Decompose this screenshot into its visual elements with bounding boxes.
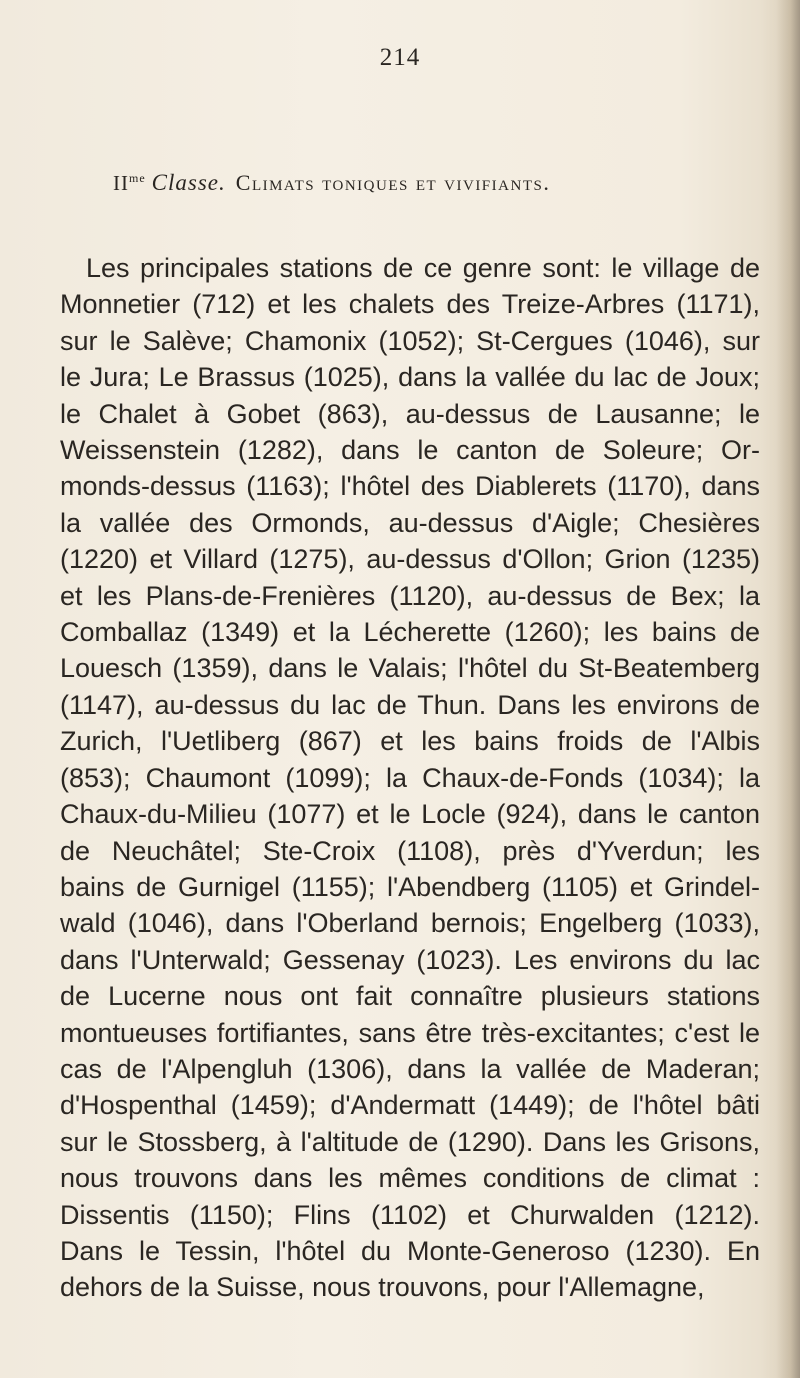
text-line: Dissentis (1150); Flins (1102) et Churwalden (1212). bbox=[60, 1199, 760, 1230]
text-line: (1147), au-dessus du lac de Thun. Dans les environs de bbox=[60, 689, 760, 720]
text-line: Comballaz (1349) et la Lécherette (1260); les bains de bbox=[60, 617, 760, 648]
text-line: bains de Gurnigel (1155); l'Abendberg (1105) et Grindel- bbox=[60, 871, 760, 902]
text-line: le Jura; Le Brassus (1025), dans la vallée du lac de Joux; bbox=[60, 362, 760, 393]
section-header bbox=[113, 170, 550, 196]
text-line: (1220) et Villard (1275), au-dessus d'Ollon; Grion (1235) bbox=[60, 544, 760, 575]
text-line: Louesch (1359), dans le Valais; l'hôtel du St-Beatemberg bbox=[60, 653, 760, 684]
text-line: Zurich, l'Uetliberg (867) et les bains froids de l'Albis bbox=[60, 726, 760, 757]
text-line: monds-dessus (1163); l'hôtel des Diablerets (1170), dans bbox=[60, 471, 760, 502]
text-line: de Lucerne nous ont fait connaître plusieurs stations bbox=[60, 981, 760, 1012]
text-line: de Neuchâtel; Ste-Croix (1108), près d'Yverdun; les bbox=[60, 835, 760, 866]
text-line: d'Hospenthal (1459); d'Andermatt (1449); de l'hôtel bâti bbox=[60, 1090, 760, 1121]
text-line: sur le Stossberg, à l'altitude de (1290). Dans les Grisons, bbox=[60, 1126, 760, 1157]
text-line: wald (1046), dans l'Oberland bernois; Engelberg (1033), bbox=[60, 908, 760, 939]
text-line: cas de l'Alpengluh (1306), dans la vallée de Maderan; bbox=[60, 1053, 760, 1084]
text-line: Les principales stations de ce genre sont: le village de bbox=[86, 253, 760, 283]
text-line: sur le Salève; Chamonix (1052); St-Cergues (1046), sur bbox=[60, 325, 760, 356]
paragraph bbox=[60, 250, 760, 1306]
text-line: dehors de la Suisse, nous trouvons, pour l'Allemagne, bbox=[60, 1272, 705, 1303]
class-number: $II^{me}$ bbox=[113, 171, 146, 195]
class-word: Classe. bbox=[151, 170, 226, 195]
text-line: Chaux-du-Milieu (1077) et le Locle (924), dans le canton bbox=[60, 799, 760, 830]
text-line: la vallée des Ormonds, au-dessus d'Aigle; Chesières bbox=[60, 507, 760, 538]
text-line: le Chalet à Gobet (863), au-dessus de Lausanne; le bbox=[60, 398, 760, 429]
text-line: (853); Chaumont (1099); la Chaux-de-Fonds (1034); la bbox=[60, 762, 760, 793]
text-line: montueuses fortifiantes, sans être très-excitantes; c'est le bbox=[60, 1017, 760, 1048]
text-line: dans l'Unterwald; Gessenay (1023). Les environs du lac bbox=[60, 944, 760, 975]
page-edge-shadow bbox=[776, 0, 800, 1378]
page-number: 214 bbox=[379, 44, 421, 71]
section-title: Climats toniques et vivifiants. bbox=[235, 170, 551, 195]
text-line: nous trouvons dans les mêmes conditions de climat : bbox=[60, 1163, 760, 1194]
text-line: Weissenstein (1282), dans le canton de Soleure; Or- bbox=[60, 435, 760, 466]
text-line: Dans le Tessin, l'hôtel du Monte-Generoso (1230). En bbox=[60, 1235, 760, 1266]
text-line: Monnetier (712) et les chalets des Treize-Arbres (1171), bbox=[60, 289, 760, 320]
text-line: et les Plans-de-Frenières (1120), au-dessus de Bex; la bbox=[60, 580, 760, 611]
